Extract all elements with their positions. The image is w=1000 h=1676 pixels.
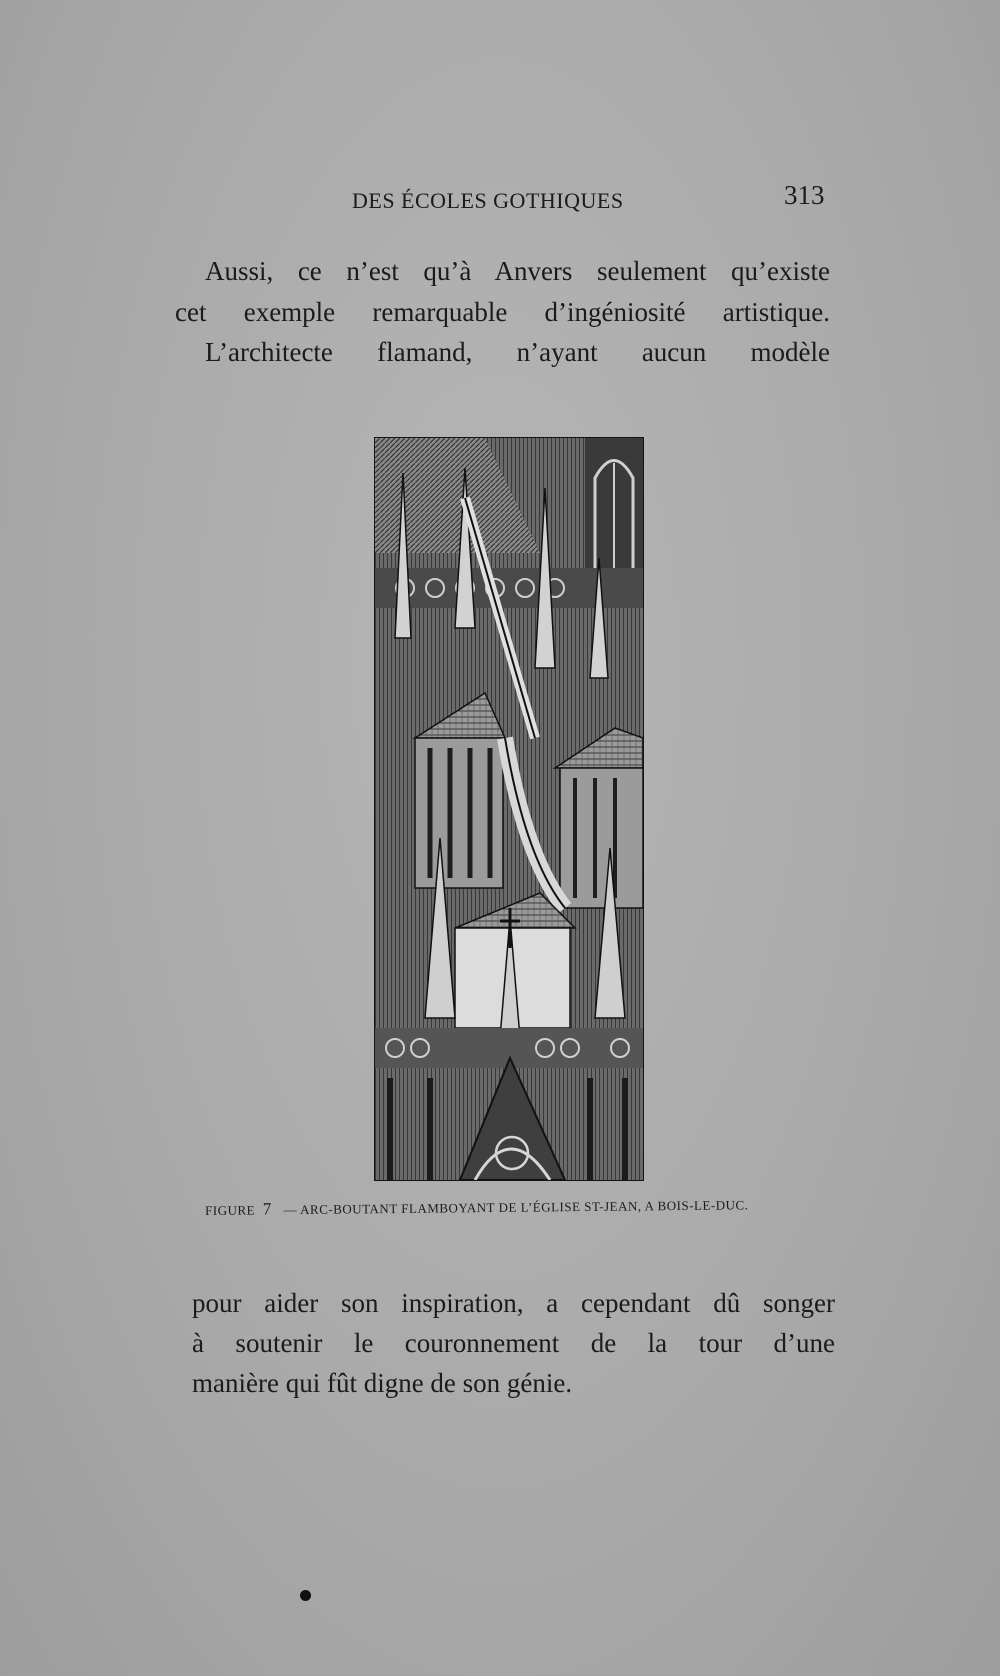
figure-number: 7 [262, 1199, 272, 1219]
text-line: L’architecte flamand, n’ayant aucun modèle [205, 337, 830, 367]
figure-caption [205, 1194, 825, 1220]
figure-caption-text: — ARC-BOUTANT FLAMBOYANT DE L’ÉGLISE ST-JEAN, A BOIS-LE-DUC. [283, 1197, 749, 1218]
text-line: pour aider son inspiration, a cependant dû songer [192, 1288, 835, 1318]
text-line: cet exemple remarquable d’ingéniosité artistique. [175, 297, 830, 327]
text-line: à soutenir le couronnement de la tour d’une [192, 1328, 835, 1358]
page-number: 313 [784, 180, 825, 210]
figure-label: FIGURE [205, 1202, 256, 1218]
text-line: Aussi, ce n’est qu’à Anvers seulement qu’existe [205, 256, 830, 286]
ink-spot [300, 1590, 311, 1601]
running-header: DES ÉCOLES GOTHIQUES [352, 188, 624, 213]
flying-buttress-illustration [375, 438, 643, 1180]
cathedral-engraving [374, 437, 644, 1181]
text-line: manière qui fût digne de son génie. [192, 1368, 573, 1398]
